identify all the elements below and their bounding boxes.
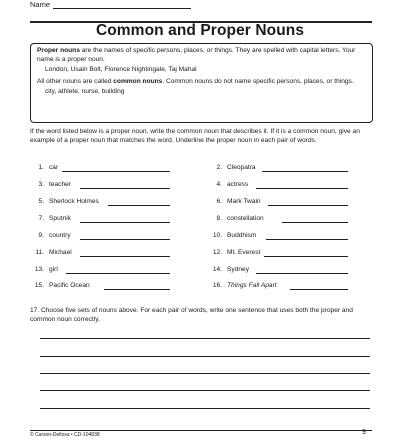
footer-copyright: © Carson-Dellosa • CD-104838 bbox=[30, 432, 100, 438]
item-number: 2. bbox=[216, 164, 222, 171]
name-line[interactable] bbox=[53, 8, 191, 9]
list-item bbox=[30, 282, 90, 290]
item-word: Pacific Ocean bbox=[49, 282, 90, 289]
footer-rule bbox=[30, 430, 372, 431]
item-word: Sydney bbox=[227, 266, 249, 273]
answer-line[interactable] bbox=[104, 289, 170, 290]
list-item bbox=[30, 215, 71, 223]
item-number: 1. bbox=[38, 164, 44, 171]
writing-line[interactable] bbox=[40, 408, 370, 409]
item-word: Things Fall Apart bbox=[227, 282, 277, 289]
item-word: actress bbox=[227, 181, 249, 188]
page-title: Common and Proper Nouns bbox=[95, 22, 305, 39]
list-item bbox=[30, 164, 58, 172]
answer-line[interactable] bbox=[282, 222, 348, 223]
item-number: 8. bbox=[216, 215, 222, 222]
writing-line[interactable] bbox=[40, 373, 370, 374]
item-word: Mark Twain bbox=[227, 198, 261, 205]
item-word: girl bbox=[49, 266, 58, 273]
rule-box bbox=[30, 43, 373, 123]
answer-line[interactable] bbox=[262, 171, 348, 172]
proper-text: are the names of specific persons, places, or things. They are spelled with capital letters. Your name is a proper noun. bbox=[37, 47, 356, 63]
answer-line[interactable] bbox=[80, 188, 170, 189]
list-item bbox=[208, 181, 248, 189]
common-text: . Common nouns do not name specific persons, places, or things. bbox=[162, 77, 354, 85]
answer-line[interactable] bbox=[62, 171, 170, 172]
answer-line[interactable] bbox=[80, 222, 170, 223]
answer-line[interactable] bbox=[256, 188, 348, 189]
item-word: Buddhism bbox=[227, 232, 257, 239]
list-item bbox=[208, 249, 260, 257]
answer-line[interactable] bbox=[80, 256, 170, 257]
item-word: Sherlock Holmes bbox=[49, 198, 99, 205]
list-item bbox=[208, 164, 256, 172]
item-word: Michael bbox=[49, 249, 72, 256]
answer-line[interactable] bbox=[256, 273, 348, 274]
item-number: 4. bbox=[216, 181, 222, 188]
list-item bbox=[30, 266, 58, 274]
item-number: 9. bbox=[38, 232, 44, 239]
writing-line[interactable] bbox=[40, 390, 370, 391]
proper-term: Proper nouns bbox=[37, 47, 80, 54]
list-item bbox=[208, 198, 261, 206]
item-word: constellation bbox=[227, 215, 264, 222]
item-word: car bbox=[49, 164, 59, 171]
item-number: 12. bbox=[212, 249, 222, 256]
item-number: 11. bbox=[35, 249, 44, 256]
item-number: 5. bbox=[38, 198, 44, 205]
page-number: 9 bbox=[362, 429, 366, 436]
common-term: common nouns bbox=[113, 77, 163, 85]
list-item bbox=[208, 215, 264, 223]
common-examples: city, athlete, nurse, building bbox=[45, 88, 125, 95]
item-number: 10. bbox=[212, 232, 222, 239]
answer-line[interactable] bbox=[108, 205, 170, 206]
answer-line[interactable] bbox=[266, 239, 348, 240]
common-pre: All other nouns are called bbox=[37, 77, 114, 85]
answer-line[interactable] bbox=[80, 239, 170, 240]
list-item bbox=[30, 181, 71, 189]
item-number: 16. bbox=[212, 282, 222, 289]
item-number: 15. bbox=[34, 282, 44, 289]
item-word: teacher bbox=[49, 181, 71, 188]
list-item bbox=[208, 282, 277, 290]
instructions: If the word listed below is a proper noun, write the common noun that describes it. If it is a common noun, give an example of a proper noun that matches the word. Underline the proper noun in each pair of words. bbox=[30, 128, 360, 144]
answer-line[interactable] bbox=[290, 289, 348, 290]
answer-line[interactable] bbox=[268, 205, 348, 206]
item-word: Mt. Everest bbox=[227, 249, 261, 256]
writing-line[interactable] bbox=[40, 338, 370, 339]
item-number: 3. bbox=[38, 181, 44, 188]
item-word: Sputnik bbox=[49, 215, 71, 222]
common-definition bbox=[37, 78, 366, 87]
proper-examples: London, Usain Bolt, Florence Nightingale, Taj Mahal bbox=[45, 66, 197, 73]
name-label: Name bbox=[30, 0, 51, 9]
list-item bbox=[30, 232, 71, 240]
item-word: Cleopatra bbox=[227, 164, 256, 171]
question-17: 17. Choose five sets of nouns above. For each pair of words, write one sentence that uses both the proper and common noun correctly. bbox=[30, 307, 353, 323]
item-number: 6. bbox=[216, 198, 222, 205]
item-word: country bbox=[49, 232, 71, 239]
writing-line[interactable] bbox=[40, 356, 370, 357]
list-item bbox=[208, 232, 256, 240]
item-number: 7. bbox=[38, 215, 44, 222]
item-number: 13. bbox=[34, 266, 44, 273]
answer-line[interactable] bbox=[264, 256, 348, 257]
answer-line[interactable] bbox=[66, 273, 170, 274]
list-item bbox=[30, 249, 72, 257]
list-item bbox=[30, 198, 99, 206]
item-number: 14. bbox=[212, 266, 222, 273]
proper-definition bbox=[37, 47, 366, 64]
list-item bbox=[208, 266, 249, 274]
